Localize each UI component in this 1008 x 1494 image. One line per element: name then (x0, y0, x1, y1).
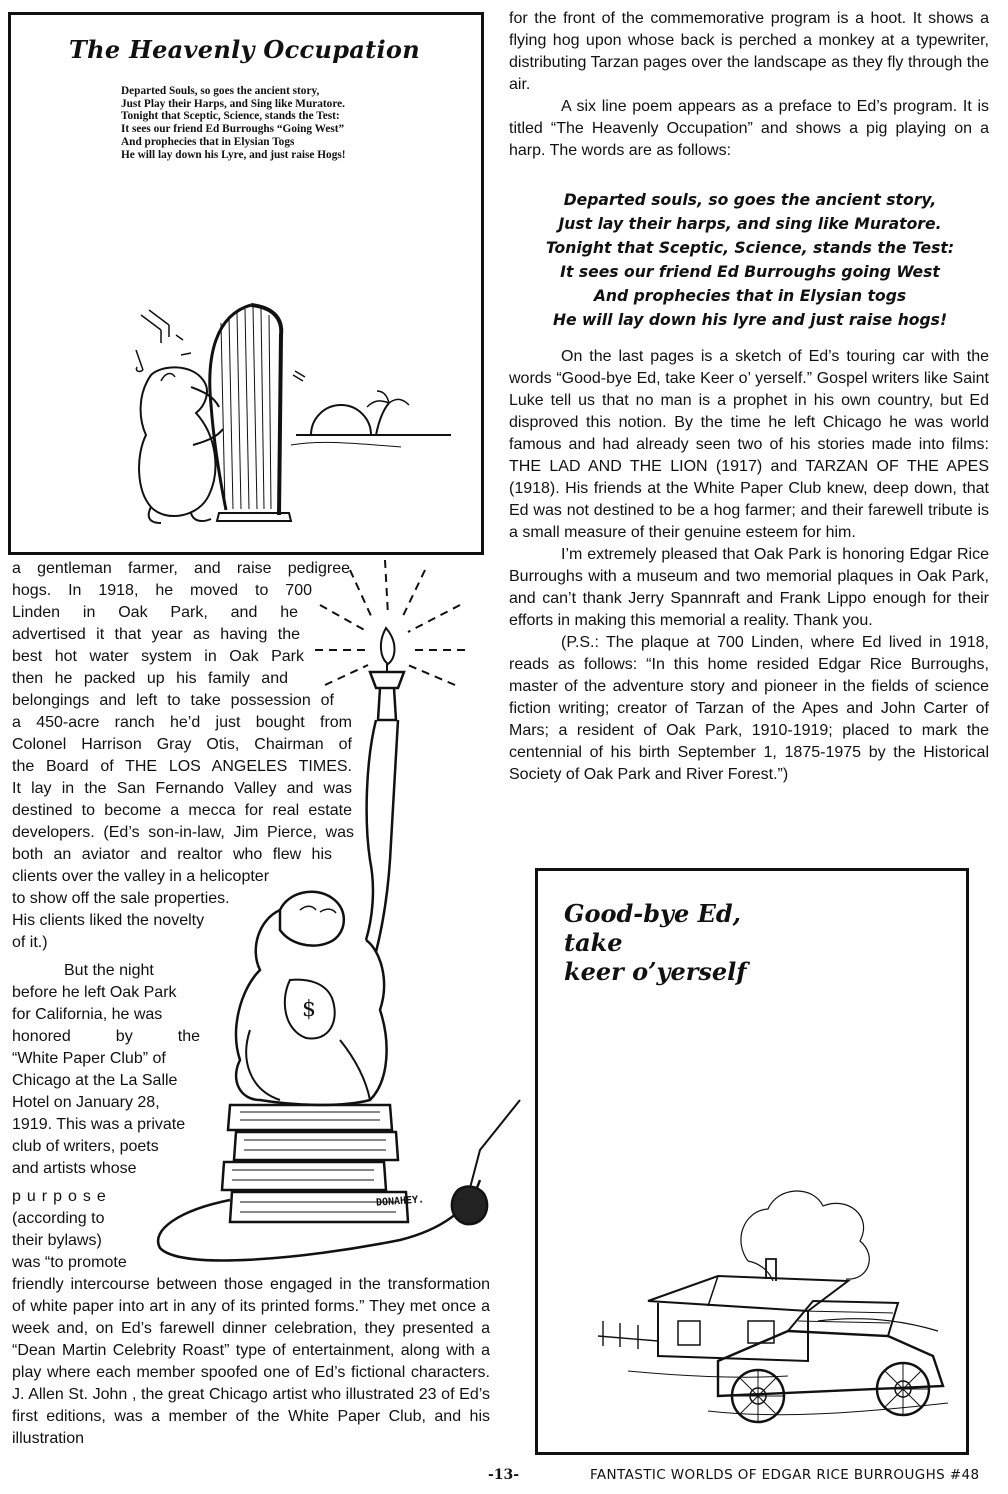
text-line: 1919. This was a private (12, 1116, 186, 1133)
text-line: Hotel on January 28, (12, 1094, 160, 1111)
text-line: the Board of THE LOS ANGELES TIMES. (12, 758, 352, 775)
paragraph: I’m extremely pleased that Oak Park is honoring Edgar Rice Burroughs with a museum and two memorial plaques in Oak Park, and can’t thank Jerry Spannraft and Frank Lippo enough for their efforts in making this memorial a reality. Thank you. (509, 546, 989, 629)
poem-line: Departed Souls, so goes the ancient story, (121, 85, 320, 97)
monkey-torch-illustration (140, 560, 520, 1280)
text-line: their bylaws) (12, 1232, 102, 1249)
text-line: was “to promote (12, 1254, 127, 1271)
text-line: It lay in the San Fernando Valley and was (12, 780, 352, 797)
text-line: a gentleman farmer, and raise pedigree (12, 560, 350, 577)
text-line: destined to become a mecca for real estate (12, 802, 352, 819)
poem-line: Just Play their Harps, and Sing like Muratore. (121, 97, 345, 110)
text-line: before he left Oak Park (12, 984, 177, 1001)
text-line: belongings and left to take possession of (12, 692, 334, 709)
text-line: honored by the (12, 1028, 200, 1045)
poem-line: It sees our friend Ed Burroughs going West (560, 263, 940, 281)
paragraph: A six line poem appears as a preface to Ed’s program. It is titled “The Heavenly Occupation” and shows a pig playing on a harp. The words are as follows: (509, 98, 989, 159)
goodbye-title-line: keer o’yerself (564, 957, 747, 986)
heavenly-title: The Heavenly Occupation (69, 35, 420, 64)
paragraph: On the last pages is a sketch of Ed’s touring car with the words “Good-bye Ed, take Keer o’ yerself.” Gospel writers like Saint Luke tell us that no man is a prophet in his own country, but Ed disproved this notion. By the time he left Chicago he was world famous and had already seen two of his stories made into films: THE LAD AND THE LION (1917) and TARZAN OF THE APES (1918). His friends at the White Paper Club knew, deep down, that Ed was not destined to be a hog farmer; and their farewell tribute is a small measure of their genuine esteem for him. (509, 348, 989, 541)
heavenly-poem (121, 85, 421, 161)
poem-line: He will lay down his lyre and just raise hogs! (552, 311, 948, 329)
artist-signature: DONAHEY. (375, 1194, 425, 1209)
pig-harp-illustration (121, 295, 461, 535)
featured-poem (500, 188, 1000, 332)
text-line: of it.) (12, 934, 48, 951)
text-line: and artists whose (12, 1160, 137, 1177)
poem-line: Tonight that Sceptic, Science, stands the Test: (545, 239, 955, 257)
text-line: Linden in Oak Park, and he (12, 604, 298, 621)
text-line: then he packed up his family and (12, 670, 288, 687)
text-line: hogs. In 1918, he moved to 700 (12, 582, 312, 599)
poem-line: It sees our friend Ed Burroughs “Going West” (121, 123, 345, 136)
text-line: His clients liked the novelty (12, 912, 205, 929)
poem-line: And prophecies that in Elysian Togs (121, 135, 295, 148)
goodbye-title-line: Good-bye Ed, take (564, 899, 742, 957)
paragraph: for the front of the commemorative program is a hoot. It shows a flying hog upon whose back is perched a monkey at a typewriter, distributing Tarzan pages over the landscape as they fly through the air. (509, 10, 989, 93)
right-column-top (509, 8, 989, 162)
touring-car-illustration (598, 1171, 958, 1441)
page-number: -13- (488, 1467, 520, 1483)
poem-line: Just lay their harps, and sing like Muratore. (558, 215, 942, 233)
poem-line: Departed souls, so goes the ancient story, (563, 191, 937, 209)
text-line: clients over the valley in a helicopter (12, 868, 270, 885)
paragraph: (P.S.: The plaque at 700 Linden, where Ed lived in 1918, reads as follows: “In this home resided Edgar Rice Burroughs, master of the adventure story and pioneer in the fields of science fiction writing; creator of Tarzan of the Apes and John Carter of Mars; a resident of Oak Park, 1910-1919; placed to mark the centennial of his birth September 1, 1875-1975 by the Historical Society of Oak Park and River Forest.”) (509, 634, 989, 783)
magazine-title: FANTASTIC WORLDS OF EDGAR RICE BURROUGHS #48 (590, 1467, 980, 1483)
text-line: Colonel Harrison Gray Otis, Chairman of (12, 736, 352, 753)
text-line: purpose (12, 1188, 112, 1205)
left-column-continuation (12, 1274, 490, 1450)
text-line: developers. (Ed’s son-in-law, Jim Pierce, was (12, 824, 354, 841)
goodbye-ed-panel (535, 868, 969, 1455)
text-line: “White Paper Club” of (12, 1050, 166, 1067)
poem-line: He will lay down his Lyre, and just raise Hogs! (121, 148, 346, 161)
text-line: (according to (12, 1210, 105, 1227)
text-line: club of writers, poets (12, 1138, 159, 1155)
text-line: But the night (64, 962, 154, 979)
poem-line: Tonight that Sceptic, Science, stands the Test: (121, 110, 340, 123)
goodbye-title (564, 899, 804, 986)
text-line: to show off the sale properties. (12, 890, 230, 907)
text-line: Chicago at the La Salle (12, 1072, 178, 1089)
text-line: a 450-acre ranch he’d just bought from (12, 714, 352, 731)
heavenly-occupation-panel (8, 12, 484, 555)
right-column-body (509, 346, 989, 786)
text-line: both an aviator and realtor who flew his (12, 846, 332, 863)
poem-line: And prophecies that in Elysian togs (593, 287, 907, 305)
svg-text:$: $ (302, 997, 316, 1022)
text-line: best hot water system in Oak Park (12, 648, 304, 665)
paragraph: friendly intercourse between those engaged in the transformation of white paper into art in any of its printed forms.” They met once a week and, on Ed’s farewell dinner celebration, they presented a “Dean Martin Celebrity Roast” type of entertainment, along with a play where each member spoofed one of Ed’s fictional characters. J. Allen St. John , the great Chicago artist who illustrated 23 of Ed’s first editions, was a member of the White Paper Club, and his illustration (12, 1276, 490, 1447)
text-line: advertised it that year as having the (12, 626, 300, 643)
text-line: for California, he was (12, 1006, 163, 1023)
